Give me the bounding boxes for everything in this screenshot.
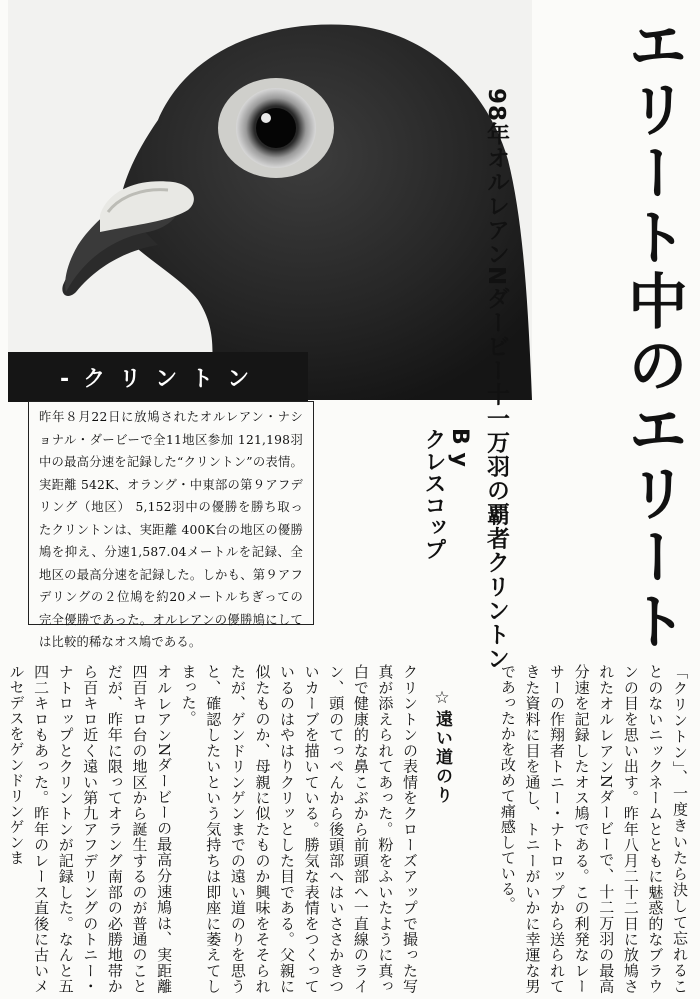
byline-author: クレスコップ [421, 428, 446, 560]
article-subtitle: 98年オルレアンNダービー十一万羽の覇者クリントン [483, 88, 509, 671]
pigeon-photo [8, 0, 532, 400]
photo-caption-bar [8, 352, 308, 402]
byline-by-y: y [447, 452, 472, 467]
article-title: エリート中のエリート [618, 14, 688, 654]
body-paragraph-2: クリントンの表情をクローズアップで撮った写真が添えられてあった。粉をふいたように真っ白で健康的な鼻こぶから前頭部へ一直線のライン、頭のてっぺんから後頭部へはいささかきついカーブを描いている。勝気な表情をつくっているのはやはりクリッとした目である。父親に似たものか、母親に似たものか興味をそそられたが、ゲンドリンゲンまでの遠い道のりを思うと、確認したいという気持ちは即座に萎えてしまった。 [179, 664, 419, 994]
byline [420, 428, 472, 560]
pigeon-head-illustration [8, 0, 532, 400]
body-paragraph-3: オルレアンNダービーの最高分速鳩は、実距離四百キロ台の地区から誕生するのが普通のことだが、昨年に限ってオラング南部の必勝地帯から百キロ近く遠い第九アフデリングのトニー・ナトロップとクリントンが記録した。なんと五四二キロもあった。昨年のレース直後に古いメルセデスをゲンドリンゲンま [8, 664, 174, 994]
byline-by-b: B [447, 428, 472, 445]
body-paragraph-1: 「クリントン」、一度きいたら決して忘れることのないニックネームとともに魅惑的なブラウンの目を思い出す。昨年八月二十二日に放鳩されたオルレアンNダービーで、十二万羽の最高分速を記録したオス鳩である。この利発なレーサーの作翔者トニー・ナトロップから送られてきた資料に目を通し、トニーがいかに幸運な男であったかを改めて痛感している。 [498, 664, 689, 994]
caption-box [28, 401, 314, 649]
photo-caption: -クリントン [60, 366, 264, 392]
caption-text: 昨年８月22日に放鳩されたオルレアン・ナショナル・ダービーで全11地区参加 121,198羽中の最高分速を記録した“クリントン”の表情。実距離 542K、オラング・中東部の第９アフデリング（地区） 5,152羽中の優勝を勝ち取ったクリントンは、実距離 400K台の地区の優勝鳩を抑え、分速1,587.04メートルを記録、全地区の最高分速を記録した。しかも、第９アフデリングの２位鳩を約20メートルちぎっての完全優勝であった。オルレアンの優勝鳩にしては比較的稀なオス鳩である。 [39, 410, 303, 649]
body-text-left [8, 664, 422, 994]
body-text-right [484, 664, 692, 994]
section-heading: ☆遠い道のり [432, 688, 452, 805]
